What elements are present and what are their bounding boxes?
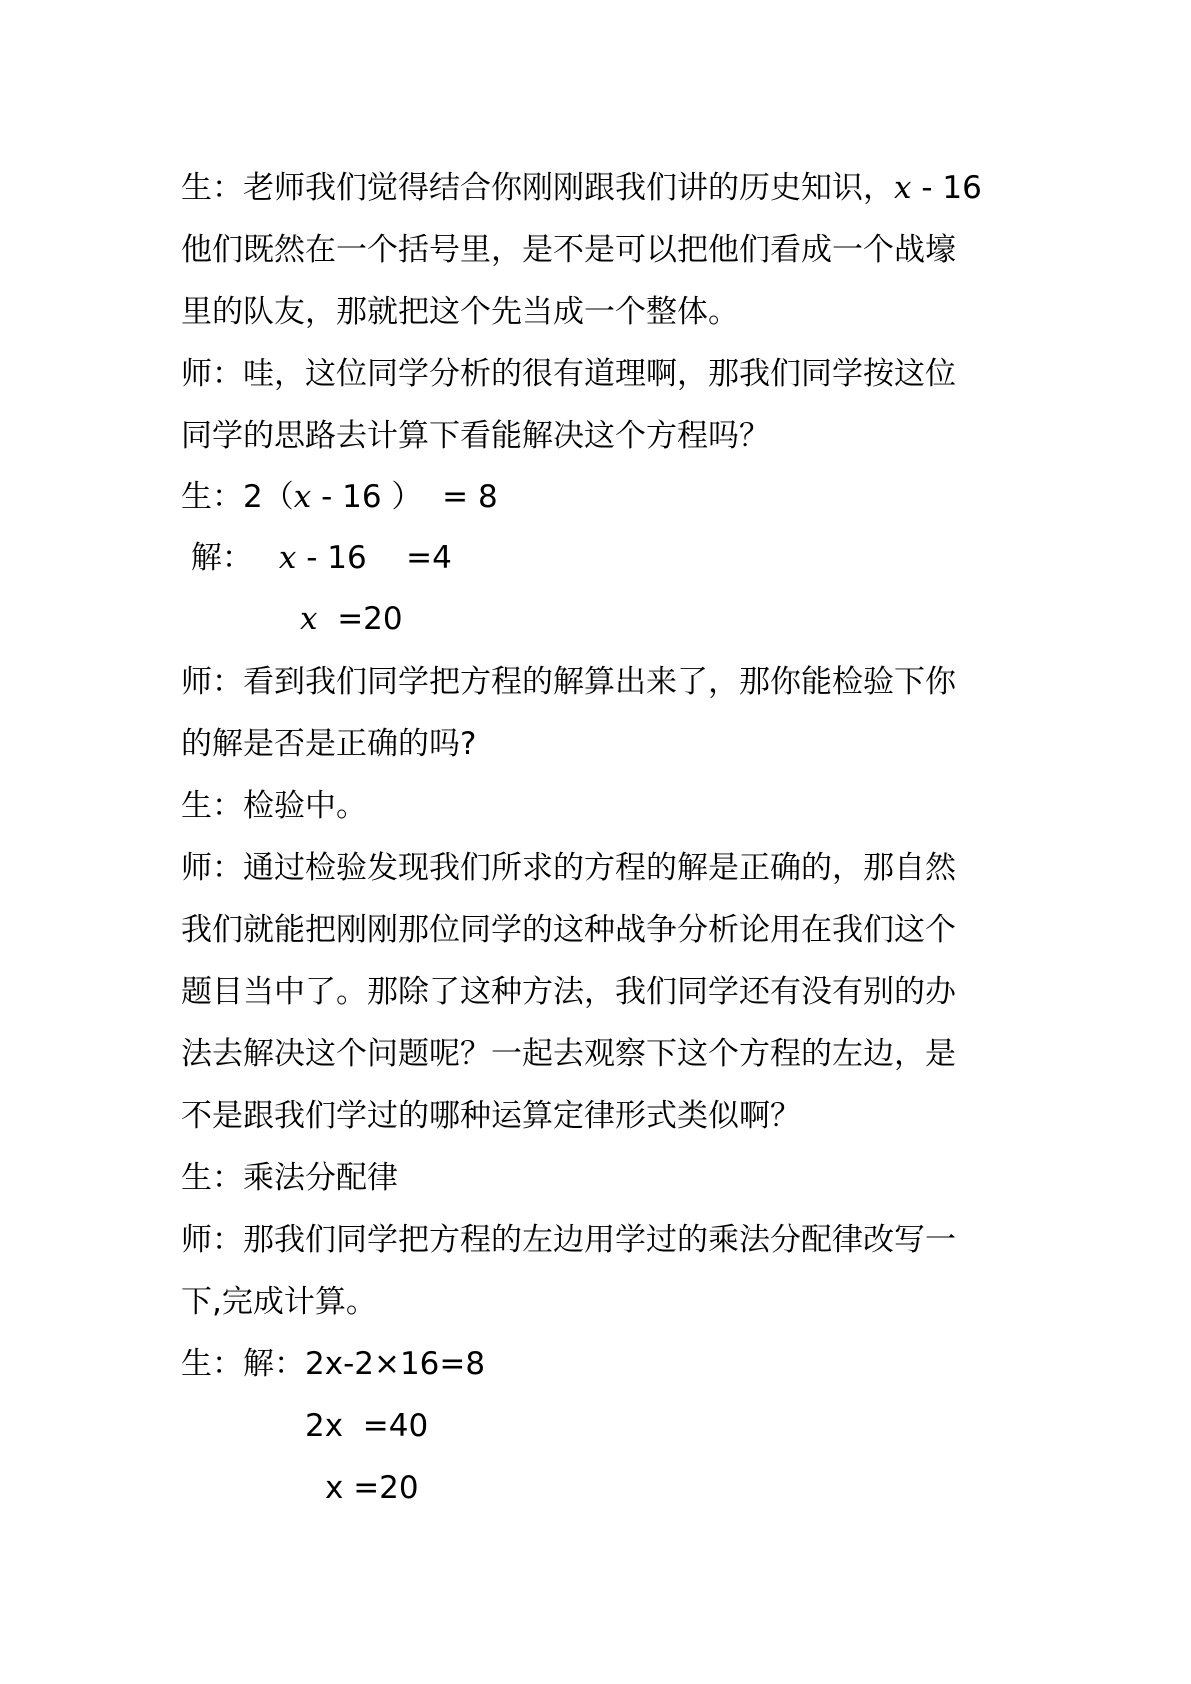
equation-line: 2x =40: [305, 1408, 429, 1444]
equation-line: 生：解：2x-2×16=8: [181, 1346, 486, 1382]
text-line: 生：老师我们觉得结合你刚刚跟我们讲的历史知识，x - 16: [181, 170, 982, 206]
text-line: 师：哇，这位同学分析的很有道理啊，那我们同学按这位: [181, 356, 956, 392]
equation-line: x =20: [325, 1470, 419, 1506]
equation-line: 解： x - 16 =4: [181, 540, 452, 576]
math-variable: x: [300, 601, 318, 637]
text-line: 我们就能把刚刚那位同学的这种战争分析论用在我们这个: [181, 912, 956, 948]
text-line: 的解是否是正确的吗?: [181, 726, 477, 762]
text-line: 题目当中了。那除了这种方法，我们同学还有没有别的办: [181, 974, 956, 1010]
text-line: 师：看到我们同学把方程的解算出来了，那你能检验下你: [181, 664, 956, 700]
math-variable: x: [293, 479, 312, 515]
math-variable: x: [278, 540, 297, 576]
math-variable: x: [894, 170, 912, 206]
text-line: 生：乘法分配律: [181, 1160, 398, 1196]
text-line: 下,完成计算。: [181, 1284, 377, 1320]
text-line: 同学的思路去计算下看能解决这个方程吗？: [181, 418, 770, 454]
text-line: 他们既然在一个括号里，是不是可以把他们看成一个战壕: [181, 232, 956, 268]
text-line: 师：通过检验发现我们所求的方程的解是正确的，那自然: [181, 850, 956, 886]
text-line: 生：检验中。: [181, 788, 367, 824]
text-line: 不是跟我们学过的哪种运算定律形式类似啊？: [181, 1098, 801, 1134]
equation-line: x =20: [300, 601, 403, 637]
text-line: 里的队友，那就把这个先当成一个整体。: [181, 294, 739, 330]
text-line: 师：那我们同学把方程的左边用学过的乘法分配律改写一: [181, 1222, 956, 1258]
text-line: 法去解决这个问题呢？一起去观察下这个方程的左边，是: [181, 1036, 956, 1072]
equation-line: 生：2（x - 16 ） = 8: [181, 479, 498, 515]
